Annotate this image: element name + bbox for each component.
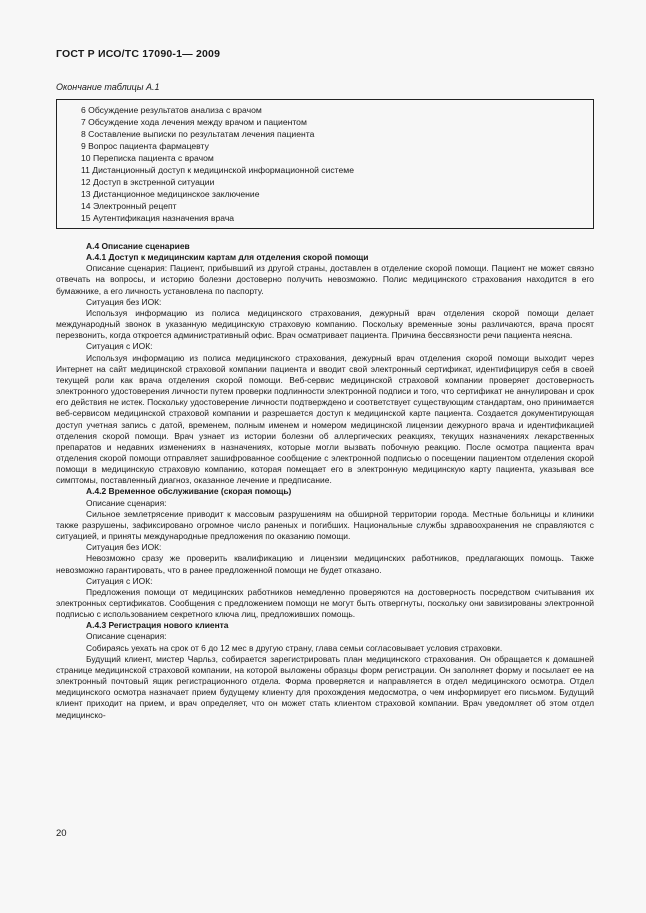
- scenario-table: [56, 99, 594, 229]
- paragraph: Ситуация без ИОК:: [86, 296, 162, 307]
- table-row: 7 Обсуждение хода лечения между врачом и пациентом: [81, 117, 307, 127]
- table-row: 9 Вопрос пациента фармацевту: [81, 141, 209, 151]
- paragraph: Описание сценария:: [86, 497, 167, 508]
- table-row: 8 Составление выписки по результатам лечения пациента: [81, 129, 315, 139]
- document-body: [56, 241, 594, 721]
- paragraph: Сильное землетрясение приводит к массовым разрушениям на обширной территории города. Местные больницы и клиники также разрушены, зафиксировано огромное число раненых и погибших. Национальные службы здравоохранения не справляются с ситуацией, и приняты международные предложения по оказанию помощи.: [56, 508, 594, 542]
- paragraph: Ситуация с ИОК:: [86, 341, 153, 352]
- table-row: 15 Аутентификация назначения врача: [81, 213, 235, 223]
- paragraph: Невозможно сразу же проверить квалификацию и лицензии медицинских работников, предлагающих помощь. Также невозможно гарантировать, что в ранее предложенной помощи не будет отказано.: [56, 553, 594, 575]
- table-row: 6 Обсуждение результатов анализа с врачом: [81, 105, 262, 115]
- table-row: 10 Переписка пациента с врачом: [81, 153, 214, 163]
- table-row: 13 Дистанционное медицинское заключение: [81, 189, 260, 199]
- paragraph: Описание сценария:: [86, 631, 167, 642]
- paragraph: Ситуация с ИОК:: [86, 575, 153, 586]
- paragraph: Предложения помощи от медицинских работников немедленно проверяются на достоверность посредством считывания их электронных сертификатов. Сообщения с предложением помощи не могут быть отвергнуты, поскольку они завизированы электронной подписью с использованием секретного ключа лиц, предложивших помощь.: [56, 586, 594, 620]
- document-header: ГОСТ Р ИСО/ТС 17090-1— 2009: [56, 48, 221, 60]
- subsection-heading: А.4.3 Регистрация нового клиента: [86, 620, 229, 631]
- paragraph: Ситуация без ИОК:: [86, 542, 162, 553]
- paragraph: Используя информацию из полиса медицинского страхования, дежурный врач отделения скорой помощи делает международный звонок в указанную медицинскую страховую компанию. Поскольку временные зоны различаются, врача просят перезвонить, когда откроется административный офис. Врач осматривает пациента. Причина бессвязности речи пациента неясна.: [56, 307, 594, 341]
- section-heading: А.4 Описание сценариев: [86, 241, 190, 251]
- paragraph: Описание сценария: Пациент, прибывший из другой страны, доставлен в отделение скорой помощи. Пациент не может связно отвечать на вопросы, и историю болезни достоверно получить невозможно. Полис медицинского страхования находится в его бумажнике, а его личность установлена по паспорту.: [56, 263, 594, 296]
- table-row: 14 Электронный рецепт: [81, 201, 177, 211]
- paragraph: Используя информацию из полиса медицинского страхования, дежурный врач отделения скорой помощи выходит через Интернет на сайт медицинской страховой компании пациента и вводит свой электронный сертификат, идентифицируя себя в своей текущей роли как врача отделения скорой помощи. Веб-сервис медицинской страховой компании проверяет достоверность электронного удостоверения личности путем проверки подлинности электронной подписи и того, что сертификат не аннулирован и срок его действия не истек. Поскольку удостоверение личности подтверждено и соответствует существующим стандартам, оно принимается веб-сервисом медицинской страховой компании и разрешается доступ к медицинской карте пациента. Создается документирующая доступ учетная запись с датой, временем, полным именем и номером медицинской лицензии дежурного врача и идентификацией отделения скорой помощи. Врач узнает из истории болезни об аллергических реакциях, текущих назначениях лекарственных препаратов и недавних изменениях в назначениях, которые могли вызвать побочную реакцию. После осмотра пациента врач отделения скорой помощи отправляет зашифрованное сообщение с электронной подписью о посещении пациентом отделения скорой помощи в медицинскую страховую компанию, которая помещает его в электронную медицинскую карту пациента, указывая все симптомы, поставленный диагноз, оказанное лечение и предписание.: [56, 352, 594, 486]
- page-number: 20: [56, 828, 67, 839]
- subsection-heading: А.4.1 Доступ к медицинским картам для отделения скорой помощи: [86, 252, 369, 263]
- paragraph: Собираясь уехать на срок от 6 до 12 мес в другую страну, глава семьи согласовывает условия страховки.: [86, 642, 503, 653]
- table-caption: Окончание таблицы А.1: [56, 82, 160, 92]
- paragraph: Будущий клиент, мистер Чарльз, собирается зарегистрировать план медицинского страхования. Он обращается к домашней странице медицинской страховой компании, на которой выложены образцы форм регистрации. Он заполняет форму и посылает ее на электронный почтовый ящик регистрационного отдела. Форма проверяется и направляется в отдел медицинского осмотра. Отдел медицинского осмотра назначает прием будущему клиенту для прохождения медосмотра, о чем информирует его письмом. Будущий клиент приходит на прием, и врач определяет, что он может стать клиентом страховой компании. Врач уведомляет об этом отдел медицинско-: [56, 653, 594, 720]
- subsection-heading: А.4.2 Временное обслуживание (скорая помощь): [86, 486, 292, 497]
- table-row: 11 Дистанционный доступ к медицинской информационной системе: [81, 165, 354, 175]
- table-row: 12 Доступ в экстренной ситуации: [81, 177, 215, 187]
